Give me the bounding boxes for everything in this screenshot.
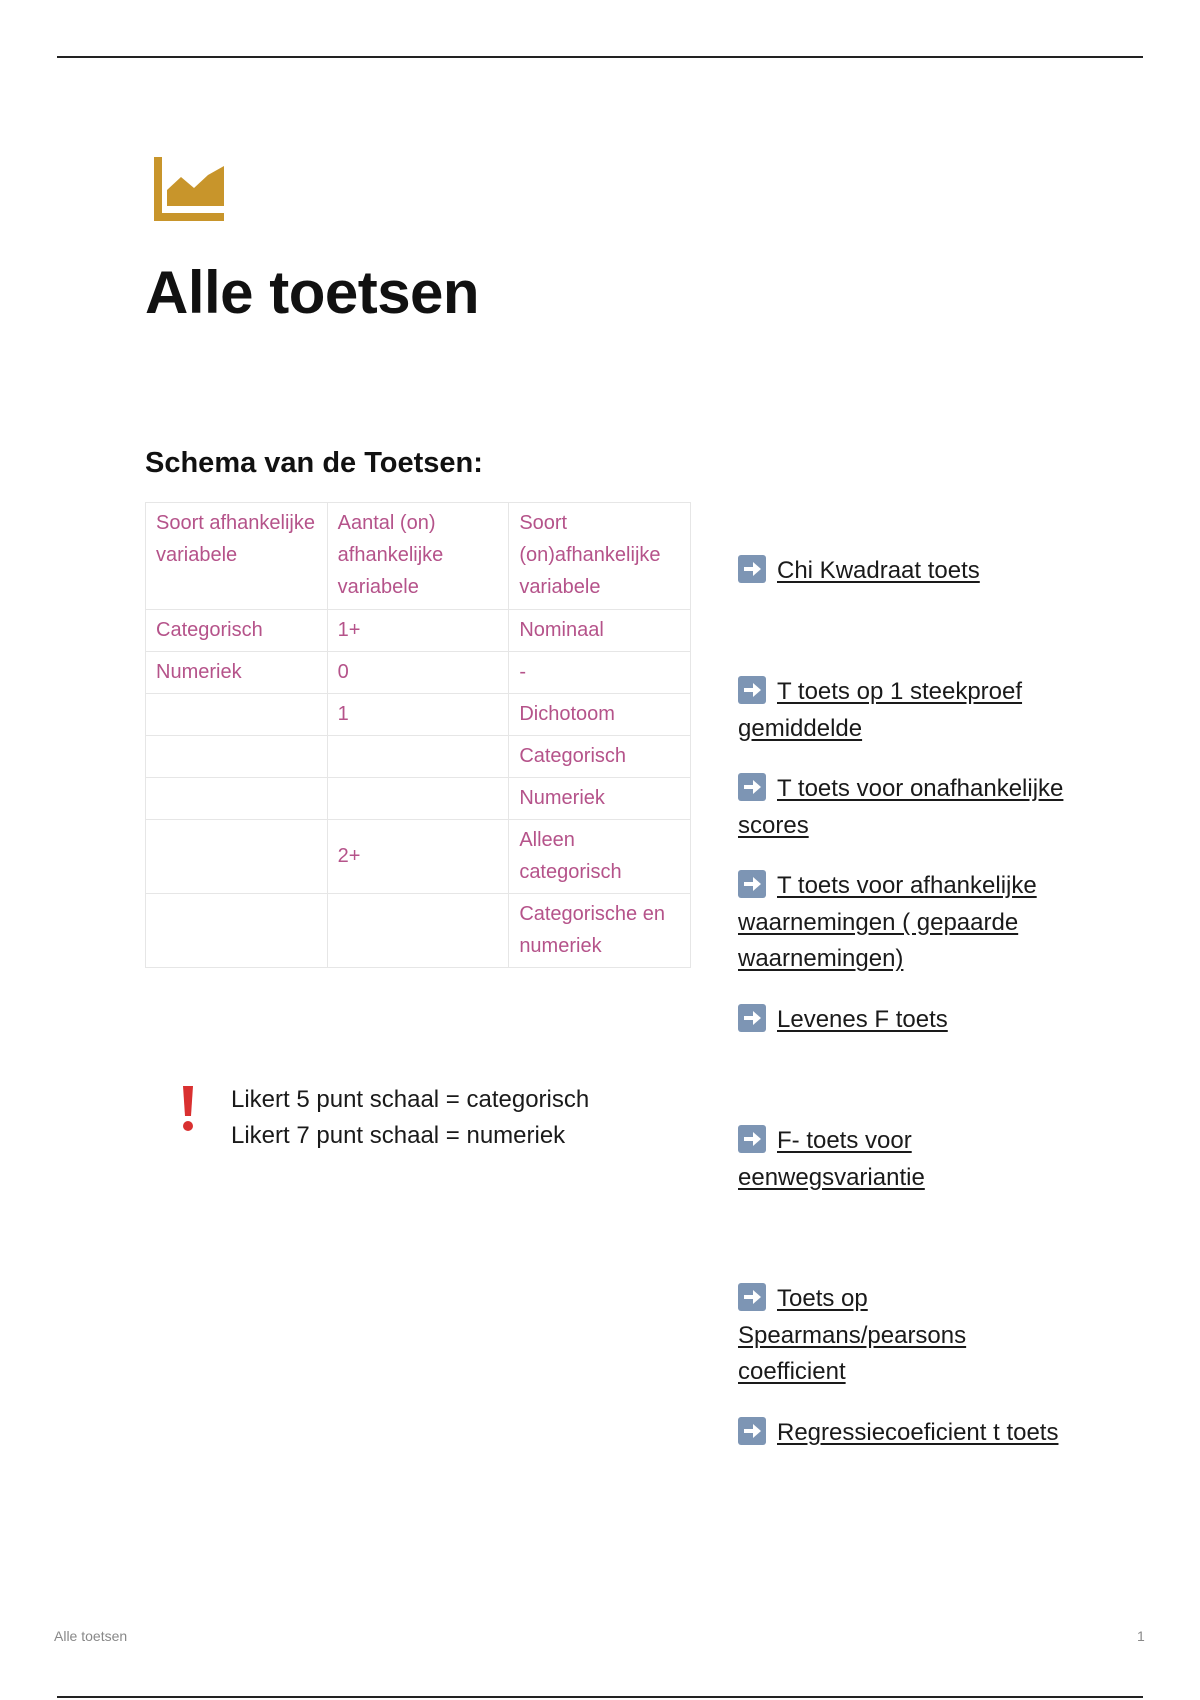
schema-heading: Schema van de Toetsen: (145, 447, 483, 479)
table-cell: Numeriek (509, 778, 691, 820)
link-t-toets-afhankelijk[interactable] (738, 868, 1068, 978)
table-cell: 0 (327, 652, 509, 694)
area-chart-icon (154, 157, 224, 221)
table-cell: Alleen categorisch (509, 820, 691, 894)
table-cell: Nominaal (509, 610, 691, 652)
table-row (146, 894, 691, 968)
table-row (146, 778, 691, 820)
arrow-right-icon (738, 773, 766, 801)
link-text[interactable]: Chi Kwadraat toets (777, 557, 980, 584)
table-cell: Categorische en numeriek (509, 894, 691, 968)
arrow-right-icon (738, 1283, 766, 1311)
link-spearman-pearson[interactable] (738, 1281, 1068, 1391)
link-t-toets-onafhankelijk[interactable] (738, 771, 1068, 844)
arrow-right-icon (738, 676, 766, 704)
link-levenes-f-toets[interactable] (738, 1002, 1068, 1039)
table-cell (146, 694, 328, 736)
table-cell: 1 (327, 694, 509, 736)
link-text[interactable]: Toets op Spearmans/pearsons coefficient (738, 1285, 967, 1385)
table-header-row (146, 503, 691, 610)
link-text[interactable]: Levenes F toets (777, 1006, 948, 1033)
footer-page-number: 1 (1137, 1628, 1145, 1644)
table-header-cell: Soort afhankelijke variabele (146, 503, 328, 610)
table-row (146, 610, 691, 652)
table-cell (146, 736, 328, 778)
table-cell: Categorisch (146, 610, 328, 652)
link-text[interactable]: T toets op 1 steekproef gemiddelde (738, 678, 1023, 742)
table-cell: - (509, 652, 691, 694)
table-cell (146, 894, 328, 968)
arrow-right-icon (738, 870, 766, 898)
footer-title: Alle toetsen (54, 1628, 128, 1644)
arrow-right-icon (738, 1417, 766, 1445)
table-cell (327, 736, 509, 778)
table-cell (146, 820, 328, 894)
arrow-right-icon (738, 555, 766, 583)
table-header-cell: Aantal (on) afhankelijke variabele (327, 503, 509, 610)
arrow-right-icon (738, 1004, 766, 1032)
table-cell: 2+ (327, 820, 509, 894)
exclamation-icon (182, 1086, 194, 1132)
table-row (146, 736, 691, 778)
top-rule (57, 56, 1143, 58)
arrow-right-icon (738, 1125, 766, 1153)
table-row (146, 820, 691, 894)
link-text[interactable]: Regressiecoeficient t toets (777, 1419, 1059, 1446)
schema-table (145, 502, 691, 968)
link-t-toets-1-steekproef[interactable] (738, 674, 1068, 747)
table-header-cell: Soort (on)afhankelijke variabele (509, 503, 691, 610)
link-f-toets-eenweg[interactable] (738, 1123, 1068, 1196)
link-chi-kwadraat[interactable] (738, 553, 1068, 590)
table-cell: Dichotoom (509, 694, 691, 736)
table-cell (327, 778, 509, 820)
table-cell (327, 894, 509, 968)
table-cell (146, 778, 328, 820)
callout-text (231, 1082, 589, 1154)
table-cell: Categorisch (509, 736, 691, 778)
link-text[interactable]: T toets voor onafhankelijke scores (738, 775, 1064, 839)
link-text[interactable]: T toets voor afhankelijke waarnemingen ( gepaarde waarnemingen) (738, 872, 1037, 972)
table-row (146, 694, 691, 736)
callout-line: Likert 7 punt schaal = numeriek (231, 1122, 566, 1149)
link-text[interactable]: F- toets voor eenwegsvariantie (738, 1127, 925, 1191)
bottom-rule (57, 1696, 1143, 1698)
likert-callout (168, 1082, 728, 1172)
link-regressiecoeficient[interactable] (738, 1415, 1068, 1452)
page-title: Alle toetsen (145, 259, 480, 326)
table-cell: Numeriek (146, 652, 328, 694)
callout-line: Likert 5 punt schaal = categorisch (231, 1086, 590, 1113)
table-row (146, 652, 691, 694)
table-cell: 1+ (327, 610, 509, 652)
